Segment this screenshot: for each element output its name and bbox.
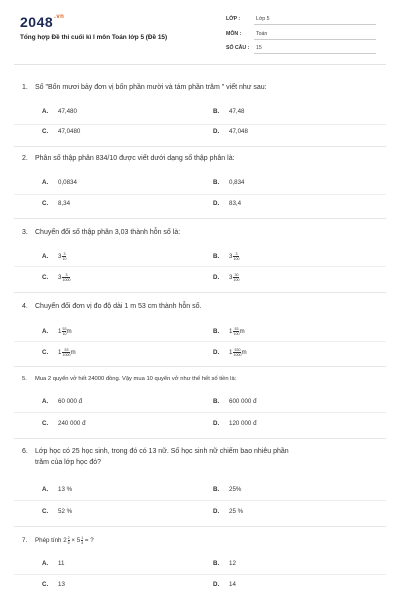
option-label: A. xyxy=(42,108,49,115)
option-4a[interactable] xyxy=(42,327,72,336)
option-2a[interactable] xyxy=(42,179,77,186)
option-label: A. xyxy=(42,253,49,261)
mixed-whole: 5 xyxy=(76,537,81,544)
numerator: 2 xyxy=(67,535,70,540)
site-logo[interactable] xyxy=(20,14,64,30)
option-label: D. xyxy=(213,128,220,135)
header xyxy=(0,0,400,62)
denominator: 5 xyxy=(67,540,70,545)
option-text: 25 % xyxy=(229,508,244,515)
option-label: A. xyxy=(42,328,49,336)
option-2c[interactable] xyxy=(42,200,70,207)
option-text: 13 xyxy=(58,581,65,588)
option-label: B. xyxy=(213,328,220,336)
count-label: SỐ CÂU : xyxy=(226,45,250,51)
option-2d[interactable] xyxy=(213,200,241,207)
option-1a[interactable] xyxy=(42,108,77,115)
operator: × xyxy=(69,537,77,544)
mixed-whole: 1 xyxy=(229,328,233,336)
unit: m xyxy=(70,349,76,357)
question-number: 6. xyxy=(22,448,28,455)
mixed-whole: 2 xyxy=(63,537,67,544)
count-value: 15 xyxy=(256,45,262,51)
option-6b[interactable] xyxy=(213,486,241,493)
denominator: 1000 xyxy=(62,353,71,357)
exam-title: Tổng hợp Đề thi cuối kì I môn Toán lớp 5 (Đề 15) xyxy=(20,34,168,41)
question-text-end: = ? xyxy=(83,537,94,544)
unit: m xyxy=(241,349,247,357)
question-number: 7. xyxy=(22,537,28,544)
question-6 xyxy=(22,446,374,468)
option-7a[interactable] xyxy=(42,560,64,567)
option-6d[interactable] xyxy=(213,508,243,515)
fraction xyxy=(62,273,70,282)
question-text: Phép tính xyxy=(35,537,64,544)
option-label: B. xyxy=(213,179,220,186)
option-7c[interactable] xyxy=(42,581,65,588)
denominator: 100 xyxy=(233,257,240,261)
denominator: 4 xyxy=(81,540,84,545)
header-divider xyxy=(14,64,386,65)
denominator: 10 xyxy=(62,332,67,336)
option-6c[interactable] xyxy=(42,508,72,515)
class-label: LỚP : xyxy=(226,16,241,22)
denominator: 100 xyxy=(233,278,240,282)
option-5a[interactable] xyxy=(42,398,82,405)
denominator: 1000 xyxy=(233,353,242,357)
option-label: B. xyxy=(213,253,220,261)
option-1c[interactable] xyxy=(42,128,80,135)
option-5b[interactable] xyxy=(213,398,257,405)
option-6a[interactable] xyxy=(42,486,72,493)
option-label: B. xyxy=(213,486,220,493)
question-text: Chuyển đổi số thập phân 3,03 thành hỗn số là: xyxy=(35,229,181,236)
mixed-whole: 1 xyxy=(58,328,62,336)
mixed-whole: 1 xyxy=(229,349,233,357)
question-text-line2: trăm của lớp học đó? xyxy=(35,459,102,466)
numerator: 1 xyxy=(81,535,84,540)
logo-text: 2048 xyxy=(20,14,54,30)
unit: m xyxy=(66,328,72,336)
numerator: 53 xyxy=(64,348,69,352)
option-label: D. xyxy=(213,349,220,357)
question-text: Số "Bốn mươi bảy đơn vị bốn phần mười và tám phần trăm " viết như sau: xyxy=(35,84,267,91)
question-7 xyxy=(22,535,374,546)
question-2 xyxy=(22,153,374,164)
option-7d[interactable] xyxy=(213,581,236,588)
option-label: B. xyxy=(213,398,220,405)
option-label: C. xyxy=(42,128,49,135)
question-text: Chuyển đổi đơn vị đo độ dài 1 m 53 cm thành hỗn số. xyxy=(35,303,202,310)
option-label: A. xyxy=(42,398,49,405)
option-3d[interactable] xyxy=(213,273,239,282)
option-text: 25% xyxy=(229,486,242,493)
option-label: C. xyxy=(42,349,49,357)
option-label: C. xyxy=(42,200,49,207)
option-4b[interactable] xyxy=(213,327,245,336)
question-number: 3. xyxy=(22,229,28,236)
mixed-whole: 3 xyxy=(58,274,62,282)
option-1d[interactable] xyxy=(213,128,248,135)
option-label: C. xyxy=(42,508,49,515)
mixed-whole: 1 xyxy=(58,349,62,357)
fraction xyxy=(233,252,239,261)
option-text: 47,048 xyxy=(229,128,248,135)
question-number: 4. xyxy=(22,303,28,310)
question-text: Lớp học có 25 học sinh, trong đó có 13 nữ. Số học sinh nữ chiếm bao nhiêu phần xyxy=(35,448,289,455)
option-label: C. xyxy=(42,581,49,588)
option-5c[interactable] xyxy=(42,420,86,427)
numerator: 53 xyxy=(62,327,67,331)
option-label: D. xyxy=(213,508,220,515)
option-label: D. xyxy=(213,420,220,427)
fraction xyxy=(233,273,239,282)
mixed-whole: 3 xyxy=(229,274,233,282)
option-3a[interactable] xyxy=(42,252,66,261)
subject-label: MÔN : xyxy=(226,31,242,37)
option-4d[interactable] xyxy=(213,348,247,357)
question-number: 1. xyxy=(22,84,28,91)
numerator: 530 xyxy=(234,348,241,352)
denominator: 10 xyxy=(62,257,67,261)
option-label: B. xyxy=(213,108,220,115)
option-5d[interactable] xyxy=(213,420,257,427)
question-4 xyxy=(22,301,374,312)
option-text: 120 000 đ xyxy=(229,420,257,427)
option-text: 83,4 xyxy=(229,200,242,207)
numerator: 3 xyxy=(62,273,70,278)
option-text: 11 xyxy=(58,560,65,567)
class-value: Lớp 5 xyxy=(256,16,270,22)
question-text: Phân số thập phân 834/10 được viết dưới dạng số thập phân là: xyxy=(35,155,235,162)
numerator: 53 xyxy=(234,327,239,331)
unit: m xyxy=(239,328,245,336)
option-text: 60 000 đ xyxy=(58,398,83,405)
option-text: 0,834 xyxy=(229,179,245,186)
option-text: 12 xyxy=(229,560,236,567)
numerator: 3 xyxy=(235,252,238,256)
option-text: 13 % xyxy=(58,486,73,493)
option-text: 240 000 đ xyxy=(58,420,86,427)
option-4c[interactable] xyxy=(42,348,76,357)
question-1 xyxy=(22,82,374,93)
option-text: 52 % xyxy=(58,508,73,515)
option-text: 8,34 xyxy=(58,200,71,207)
question-5 xyxy=(22,374,374,385)
option-label: B. xyxy=(213,560,220,567)
option-label: A. xyxy=(42,179,49,186)
mixed-whole: 3 xyxy=(229,253,233,261)
option-text: 47,0480 xyxy=(58,128,81,135)
numerator: 3 xyxy=(63,252,66,256)
mixed-whole: 3 xyxy=(58,253,62,261)
option-label: D. xyxy=(213,581,220,588)
logo-suffix: .vn xyxy=(54,14,65,20)
option-text: 47,480 xyxy=(58,108,77,115)
denominator: 1000 xyxy=(62,278,71,282)
option-text: 600 000 đ xyxy=(229,398,257,405)
option-3c[interactable] xyxy=(42,273,70,282)
question-number: 2. xyxy=(22,155,28,162)
question-3 xyxy=(22,227,374,238)
denominator: 100 xyxy=(233,332,240,336)
option-label: C. xyxy=(42,420,49,427)
option-text: 0,0834 xyxy=(58,179,77,186)
option-2b[interactable] xyxy=(213,179,244,186)
question-text: Mua 2 quyển vở hết 24000 đồng. Vậy mua 10 quyển vở như thế hết số tiền là: xyxy=(35,376,237,382)
option-label: D. xyxy=(213,274,220,282)
option-label: C. xyxy=(42,274,49,282)
numerator: 30 xyxy=(234,273,239,277)
subject-value: Toán xyxy=(256,31,268,37)
fraction xyxy=(62,252,66,261)
question-number: 5. xyxy=(22,376,27,382)
option-text: 47,48 xyxy=(229,108,245,115)
option-7b[interactable] xyxy=(213,560,236,567)
option-3b[interactable] xyxy=(213,252,239,261)
option-text: 14 xyxy=(229,581,236,588)
option-label: D. xyxy=(213,200,220,207)
option-1b[interactable] xyxy=(213,108,244,115)
option-label: A. xyxy=(42,560,49,567)
option-label: A. xyxy=(42,486,49,493)
